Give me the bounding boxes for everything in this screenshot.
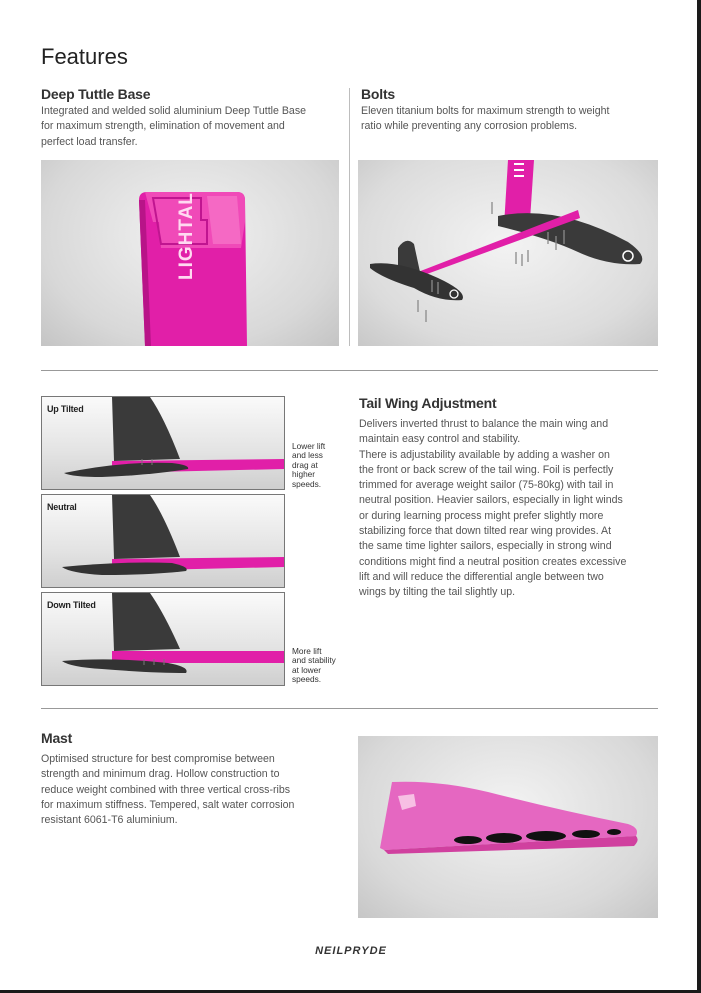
bolts-heading: Bolts [361,86,396,102]
up-tilted-note [292,442,325,489]
note-line: at lower [292,664,322,675]
text-line: conditions might find a neutral position creates excessive [359,555,627,568]
text-line: the front or back screw of the tail wing. Foil is perfectly [359,463,614,476]
deep-tuttle-text [41,104,341,150]
bolts-photo [358,160,658,346]
up-tilted-label: Up Tilted [47,404,84,414]
page-edge-right [697,0,701,993]
text-line: for maximum stiffness. Tempered, salt water corrosion [41,798,295,811]
text-line: ratio while preventing any corrosion problems. [361,120,578,133]
text-line: resistant 6061-T6 aluminium. [41,814,178,827]
note-line: speeds. [292,478,322,489]
neutral-label: Neutral [47,502,77,512]
note-line: Lower lift [292,441,326,451]
text-line: Eleven titanium bolts for maximum strength to weight [361,105,610,117]
note-line: and less [292,450,323,461]
column-divider [349,88,350,346]
tail-wing-heading: Tail Wing Adjustment [359,395,497,411]
neutral-panel [41,494,285,588]
deep-tuttle-photo [41,160,339,346]
section-divider [41,370,658,371]
text-line: or during learning process might prefer slightly more [359,509,604,522]
deep-tuttle-heading: Deep Tuttle Base [41,86,151,102]
text-line: Delivers inverted thrust to balance the main wing and [359,418,609,430]
note-line: More lift [292,646,322,656]
mast-text [41,752,341,828]
text-line: There is adjustability available by adding a washer on [359,448,610,461]
up-tilted-panel [41,396,285,490]
text-line: stabilizing force that down tilted rear wing provides. At [359,525,612,538]
mast-photo [358,736,658,918]
down-tilted-panel [41,592,285,686]
text-line: lift and will reduce the differential angle between two [359,570,604,583]
text-line: Integrated and welded solid aluminium Deep Tuttle Base [41,105,307,117]
text-line: wings by tilting the tail slightly up. [359,586,516,599]
note-line: drag at [292,459,318,470]
text-line: reduce weight combined with three vertical cross-ribs [41,783,291,796]
text-line: perfect load transfer. [41,135,138,148]
mast-heading: Mast [41,730,73,746]
text-line: Optimised structure for best compromise between [41,753,275,765]
page-title: Features [41,44,128,69]
text-line: strength and minimum drag. Hollow construction to [41,768,280,781]
text-line: trimmed for average weight sailor (75-80kg) with tail in [359,479,614,492]
note-line: higher [292,469,316,480]
mast-print-text: LIGHTAL [176,192,197,280]
note-line: speeds. [292,674,322,685]
down-tilted-label: Down Tilted [47,600,96,610]
neilpryde-logo: NEILPRYDE [315,945,387,957]
down-tilted-note [292,647,336,685]
text-line: for maximum strength, elimination of movement and [41,120,285,133]
text-line: the same time lighter sailors, especially in strong wind [359,540,612,553]
text-line: maintain easy control and stability. [359,433,521,446]
text-line: neutral position. Heavier sailors, especially in light winds [359,494,623,507]
tail-wing-text [359,417,659,601]
section-divider [41,708,658,709]
note-line: and stability [292,655,336,666]
bolts-text [361,104,661,135]
